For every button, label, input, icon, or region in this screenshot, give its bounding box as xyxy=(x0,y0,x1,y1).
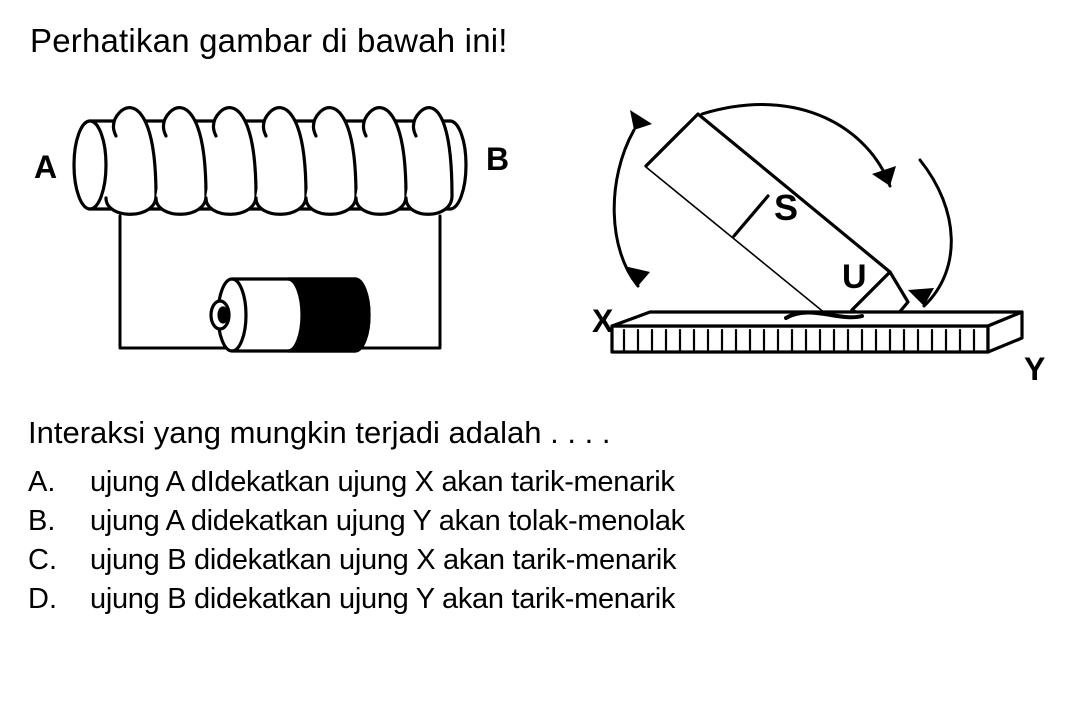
magnet-figure-svg xyxy=(590,90,1060,390)
option-d-text: ujung B didekatkan ujung Y akan tarik-menarik xyxy=(90,583,676,615)
answer-options xyxy=(28,466,1058,622)
solenoid-label-b: B xyxy=(486,141,510,177)
option-c-text: ujung B didekatkan ujung X akan tarik-menarik xyxy=(90,544,677,576)
option-d-label: D. xyxy=(28,583,57,615)
option-b-text: ujung A didekatkan ujung Y akan tolak-menolak xyxy=(90,505,685,537)
magnet-figure xyxy=(590,90,1060,390)
magnet-pole-s-label: S xyxy=(774,187,799,228)
option-a-label: A. xyxy=(28,466,56,498)
option-c[interactable] xyxy=(28,544,1058,583)
option-b[interactable] xyxy=(28,505,1058,544)
option-b-label: B. xyxy=(28,505,56,537)
solenoid-figure xyxy=(20,90,560,390)
option-a[interactable] xyxy=(28,466,1058,505)
page-title: Perhatikan gambar di bawah ini! xyxy=(30,22,508,59)
option-c-label: C. xyxy=(28,544,57,576)
figures-row xyxy=(0,90,1080,395)
bar-label-y: Y xyxy=(1024,351,1046,387)
magnet-pole-u-label: U xyxy=(842,258,867,296)
question-text: Interaksi yang mungkin terjadi adalah . . . . xyxy=(28,415,611,450)
solenoid-label-a: A xyxy=(34,149,58,185)
solenoid-figure-svg xyxy=(20,90,560,390)
bar-label-x: X xyxy=(592,303,614,339)
option-d[interactable] xyxy=(28,583,1058,622)
option-a-text: ujung A dIdekatkan ujung X akan tarik-menarik xyxy=(90,466,675,498)
